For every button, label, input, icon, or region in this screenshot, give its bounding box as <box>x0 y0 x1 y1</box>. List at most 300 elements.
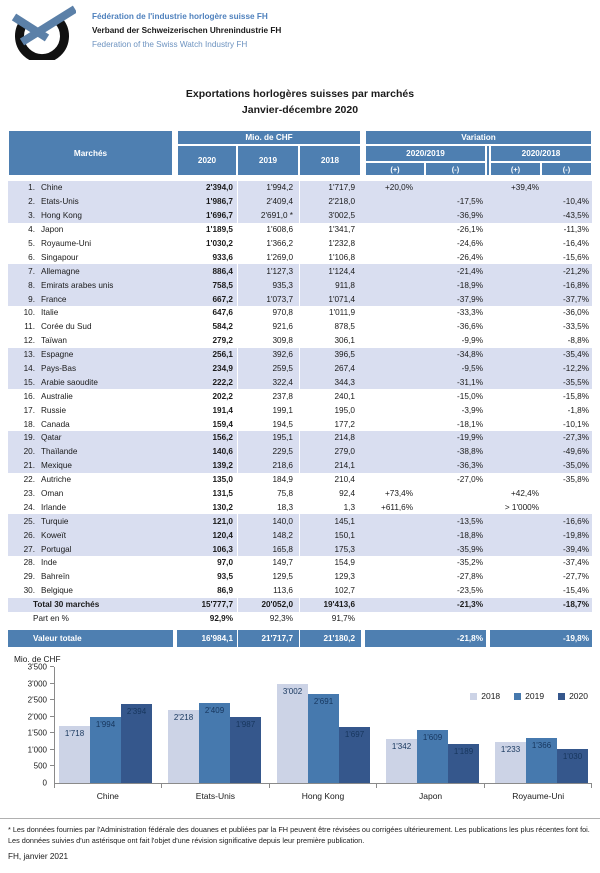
value-2020-cell: 667,2 <box>177 292 237 306</box>
variation-2018-minus-cell: -15,6% <box>563 252 589 262</box>
col-header-plus-2: (+) <box>490 162 541 176</box>
org-name-block <box>92 4 281 52</box>
market-name: Irlande <box>41 502 67 512</box>
x-tick-cell <box>485 784 592 788</box>
col-header-mio-chf: Mio. de CHF <box>177 130 361 145</box>
legend-label: 2019 <box>525 691 545 701</box>
variation-2018-minus-cell: -12,2% <box>541 362 592 376</box>
x-category-label: Etats-Unis <box>195 791 235 801</box>
value-2019-cell: 2'691,0 * <box>237 209 299 223</box>
variation-2018-minus-cell: -18,7% <box>541 598 592 612</box>
value-2019-cell: 199,1 <box>237 403 299 417</box>
value-2020-cell: 16'984,1 <box>177 630 237 647</box>
market-cell <box>8 375 173 389</box>
variation-2019-plus-cell <box>365 584 425 598</box>
table-row <box>8 195 592 209</box>
bar-value-label: 1'189 <box>453 746 474 756</box>
value-2018-cell: 306,1 <box>299 334 361 348</box>
market-cell <box>8 500 173 514</box>
variation-2019-minus-cell: -36,9% <box>425 209 486 223</box>
value-2020-cell: 279,2 <box>212 336 233 346</box>
value-2020-cell: 1'696,7 <box>177 209 237 223</box>
rank-label: 5. <box>28 239 35 248</box>
variation-2019-minus-cell: -37,9% <box>425 292 486 306</box>
value-2020-cell: 92,9% <box>209 614 233 624</box>
table-header <box>8 130 592 176</box>
market-name: Italie <box>41 308 59 318</box>
org-name-en: Federation of the Swiss Watch Industry FH <box>92 39 248 49</box>
value-2018-cell: 1'106,8 <box>299 250 361 264</box>
org-name-de: Verband der Schweizerischen Uhrenindustrie FH <box>92 25 282 35</box>
variation-2019-minus-cell: -35,9% <box>425 542 486 556</box>
value-2020-cell: 1'030,2 <box>206 239 233 248</box>
legend-label: 2020 <box>569 691 588 701</box>
x-category-label: Hong Kong <box>301 791 345 801</box>
value-2018-cell: 129,3 <box>299 570 361 584</box>
variation-2018-plus-cell <box>490 237 541 251</box>
table-row <box>8 278 592 292</box>
variation-2019-minus-cell: -31,1% <box>425 375 486 389</box>
bar-group-japon <box>386 730 479 783</box>
col-header-2019: 2019 <box>237 145 299 176</box>
rank-label: 11. <box>24 322 35 332</box>
value-2019-cell: 18,3 <box>237 500 299 514</box>
market-cell <box>8 195 173 209</box>
y-tick-label: 2'000 <box>27 712 47 722</box>
rank-label: 19. <box>23 433 35 443</box>
bar-value-label: 2'394 <box>126 706 147 716</box>
variation-2018-minus-cell: -16,6% <box>541 514 592 528</box>
variation-2019-minus-cell: -36,3% <box>425 459 486 473</box>
value-2020-cell: 106,3 <box>177 542 237 556</box>
bar-value-label: 1'366 <box>531 740 552 750</box>
variation-2019-plus-cell <box>365 598 425 612</box>
variation-2019-plus-cell <box>365 320 425 334</box>
value-2020-cell: 130,2 <box>212 502 233 512</box>
variation-2019-minus-cell: -21,8% <box>425 630 486 647</box>
rank-label: 4. <box>28 225 35 235</box>
market-cell <box>8 181 173 195</box>
value-2020-cell: 135,0 <box>212 475 233 485</box>
variation-2018-minus-cell: -16,8% <box>541 278 592 292</box>
col-header-2018: 2018 <box>299 145 361 176</box>
market-name: Pays-Bas <box>41 364 77 374</box>
variation-2018-plus-cell <box>490 375 541 389</box>
x-category-label: Japon <box>418 791 443 801</box>
market-name: Corée du Sud <box>41 322 92 332</box>
rank-label: 17. <box>23 405 35 415</box>
value-2018-cell: 1'341,7 <box>299 223 361 237</box>
y-axis <box>8 662 54 788</box>
value-2018-cell: 102,7 <box>299 584 361 598</box>
y-tick-label: 3'500 <box>27 662 47 672</box>
y-tick-label: 3'000 <box>27 679 47 689</box>
table-row <box>8 500 592 514</box>
rank-label: 16. <box>23 391 35 401</box>
x-category-label: Royaume-Uni <box>512 791 565 801</box>
title-line2: Janvier-décembre 2020 <box>241 104 359 117</box>
legend-label: 2018 <box>481 691 501 701</box>
variation-2019-plus-cell <box>365 403 425 417</box>
market-cell <box>8 403 173 417</box>
variation-2018-minus-cell: -10,1% <box>563 419 589 429</box>
market-name: Qatar <box>41 433 62 443</box>
value-2020-cell: 886,4 <box>177 264 237 278</box>
value-2019-cell: 1'994,2 <box>237 181 299 195</box>
variation-2019-plus-cell <box>365 528 425 542</box>
market-cell <box>8 278 173 292</box>
bar-group-etats-unis <box>168 703 261 783</box>
table-row <box>8 528 592 542</box>
variation-2018-minus-cell: -21,2% <box>541 264 592 278</box>
x-tick-cell <box>270 784 377 788</box>
variation-2019-minus-cell: -24,6% <box>457 239 483 248</box>
table-row <box>8 306 592 320</box>
value-2020-cell: 131,5 <box>212 489 233 499</box>
total-row <box>8 598 592 612</box>
variation-2018-plus-cell <box>490 250 541 264</box>
variation-2018-plus-cell <box>490 334 541 348</box>
legend-item-2019 <box>514 691 544 701</box>
variation-2019-minus-cell: -18,1% <box>457 419 483 429</box>
table-row <box>8 445 592 459</box>
value-2019-cell: 20'052,0 <box>237 598 299 612</box>
value-2018-cell: 19'413,6 <box>299 598 361 612</box>
value-2018-cell: 1'011,9 <box>299 306 361 320</box>
value-2018-cell: 1,3 <box>299 500 361 514</box>
variation-2019-plus-cell <box>365 570 425 584</box>
market-name: Mexique <box>41 461 72 471</box>
value-2020-cell: 234,9 <box>177 362 237 376</box>
variation-2018-minus-cell <box>541 487 592 501</box>
value-2019-cell: 2'409,4 <box>237 195 299 209</box>
variation-2018-plus-cell <box>490 570 541 584</box>
market-cell <box>8 514 173 528</box>
value-2018-cell: 92,4 <box>299 487 361 501</box>
letterhead <box>8 4 281 60</box>
table-row <box>8 542 592 556</box>
value-2019-cell: 309,8 <box>237 334 299 348</box>
variation-2018-minus-cell: -49,6% <box>541 445 592 459</box>
market-name: Hong Kong <box>41 211 82 221</box>
value-2019-cell: 195,1 <box>237 431 299 445</box>
fh-logo-icon <box>8 4 76 60</box>
bar-2020 <box>557 749 588 783</box>
value-2020-cell: 120,4 <box>177 528 237 542</box>
col-header-marches: Marchés <box>8 130 173 176</box>
value-2018-cell: 145,1 <box>299 514 361 528</box>
variation-2018-plus-cell <box>490 223 541 237</box>
variation-2018-minus-cell <box>541 500 592 514</box>
variation-2019-plus-cell <box>365 209 425 223</box>
value-2020-cell: 156,2 <box>177 431 237 445</box>
market-name: Belgique <box>41 586 73 596</box>
rank-label: 6. <box>28 252 35 262</box>
bar-2019 <box>417 730 448 783</box>
variation-2018-plus-cell: +42,4% <box>511 489 539 499</box>
variation-2019-minus-cell: -18,8% <box>425 528 486 542</box>
rank-label: 26. <box>23 530 35 540</box>
table-row <box>8 237 592 251</box>
legend-swatch-icon <box>514 693 521 700</box>
variation-2019-plus-cell <box>365 348 425 362</box>
value-2018-cell: 177,2 <box>299 417 361 431</box>
variation-2018-minus-cell: -19,8% <box>541 630 592 647</box>
rank-label: 30. <box>23 586 35 596</box>
rank-label: 23. <box>23 489 35 499</box>
variation-2018-plus-cell <box>490 514 541 528</box>
plot-area <box>54 667 592 784</box>
variation-2019-minus-cell <box>425 612 486 626</box>
market-name: Russie <box>41 405 67 415</box>
value-2018-cell: 1'232,8 <box>299 237 361 251</box>
x-axis-ticks <box>54 784 592 788</box>
variation-2018-minus-cell: -1,8% <box>567 405 589 415</box>
variation-2018-minus-cell: -8,8% <box>567 336 589 346</box>
variation-2019-plus-cell <box>365 292 425 306</box>
table-body <box>8 181 592 647</box>
market-name: Chine <box>41 183 63 193</box>
value-2018-cell: 150,1 <box>299 528 361 542</box>
bar-value-label: 1'030 <box>562 751 583 761</box>
variation-2018-plus-cell <box>490 278 541 292</box>
market-cell <box>8 598 173 612</box>
value-2019-cell: 218,6 <box>237 459 299 473</box>
row-label: Valeur totale <box>33 633 82 643</box>
variation-2019-minus-cell <box>425 487 486 501</box>
variation-2019-minus-cell: -26,1% <box>457 225 483 235</box>
market-cell <box>8 556 173 570</box>
bar-value-label: 2'409 <box>204 706 225 716</box>
variation-2019-plus-cell <box>365 542 425 556</box>
variation-2018-plus-cell <box>490 473 541 487</box>
x-tick-cell <box>377 784 484 788</box>
rank-label: 27. <box>23 544 35 554</box>
variation-2018-minus-cell: -11,3% <box>563 225 589 235</box>
col-header-minus-2: (-) <box>541 162 592 176</box>
variation-2018-plus-cell <box>490 403 541 417</box>
variation-2018-minus-cell: -37,4% <box>563 558 589 568</box>
value-2018-cell: 210,4 <box>299 473 361 487</box>
value-2018-cell: 279,0 <box>299 445 361 459</box>
value-2018-cell: 195,0 <box>299 403 361 417</box>
value-2020-cell: 1'189,5 <box>206 225 233 235</box>
variation-2019-plus-cell <box>365 278 425 292</box>
variation-2019-plus-cell <box>365 431 425 445</box>
bar-value-label: 3'002 <box>282 686 303 696</box>
value-2018-cell: 344,3 <box>299 375 361 389</box>
variation-2018-plus-cell <box>490 306 541 320</box>
market-cell <box>8 542 173 556</box>
variation-2018-minus-cell: -43,5% <box>541 209 592 223</box>
market-cell <box>8 362 173 376</box>
variation-2018-plus-cell <box>490 209 541 223</box>
value-2019-cell: 970,8 <box>237 306 299 320</box>
market-cell <box>8 570 173 584</box>
variation-2018-minus-cell: -35,4% <box>541 348 592 362</box>
value-2019-cell: 935,3 <box>237 278 299 292</box>
value-2019-cell: 140,0 <box>237 514 299 528</box>
value-2019-cell: 165,8 <box>237 542 299 556</box>
title-line1: Exportations horlogères suisses par marchés <box>185 88 415 100</box>
variation-2018-plus-cell <box>490 417 541 431</box>
table-row <box>8 514 592 528</box>
variation-2018-plus-cell <box>490 195 541 209</box>
variation-2018-minus-cell: -39,4% <box>541 542 592 556</box>
variation-2019-plus-cell <box>365 630 425 647</box>
table-row <box>8 487 592 501</box>
value-2018-cell: 91,7% <box>299 612 361 626</box>
y-tick-label: 1'500 <box>27 728 47 738</box>
table-row <box>8 209 592 223</box>
market-name: Allemagne <box>41 266 80 276</box>
variation-2019-minus-cell: -9,9% <box>461 336 483 346</box>
value-2018-cell: 1'071,4 <box>299 292 361 306</box>
rank-label: 24. <box>23 502 35 512</box>
bar-value-label: 1'718 <box>64 729 85 739</box>
rank-label: 12. <box>23 336 35 346</box>
variation-2018-plus-cell <box>490 292 541 306</box>
variation-2019-plus-cell <box>365 334 425 348</box>
bar-value-label: 1'994 <box>95 719 116 729</box>
rank-label: 14. <box>23 364 35 374</box>
col-header-plus-1: (+) <box>365 162 425 176</box>
market-cell <box>8 417 173 431</box>
market-cell <box>8 223 173 237</box>
grand-total-row <box>8 630 592 647</box>
market-cell <box>8 348 173 362</box>
market-cell <box>8 445 173 459</box>
table-row <box>8 584 592 598</box>
table-row <box>8 320 592 334</box>
y-axis-title: Mio. de CHF <box>14 654 61 664</box>
col-header-minus-1: (-) <box>425 162 486 176</box>
variation-2019-plus-cell <box>365 237 425 251</box>
bar-2019 <box>90 717 121 783</box>
variation-2019-plus-cell <box>365 612 425 626</box>
market-name: Royaume-Uni <box>41 239 92 248</box>
variation-2018-minus-cell: -19,8% <box>541 528 592 542</box>
variation-2019-plus-cell <box>365 306 425 320</box>
col-header-2020-2018: 2020/2018 <box>490 145 592 162</box>
legend-swatch-icon <box>558 693 565 700</box>
rank-label: 7. <box>28 266 35 276</box>
value-2019-cell: 1'127,3 <box>237 264 299 278</box>
rank-label: 22. <box>23 475 35 485</box>
row-label: Part en % <box>33 614 69 624</box>
market-cell <box>8 389 173 403</box>
table-row <box>8 431 592 445</box>
variation-2019-minus-cell: -17,5% <box>425 195 486 209</box>
bar-2018 <box>386 739 417 784</box>
market-name: Thaïlande <box>41 447 78 457</box>
document-footer: FH, janvier 2021 <box>8 852 69 861</box>
value-2019-cell: 322,4 <box>237 375 299 389</box>
bar-2018 <box>168 710 199 784</box>
market-cell <box>8 630 173 647</box>
variation-2018-plus-cell <box>490 584 541 598</box>
col-header-2020-2019: 2020/2019 <box>365 145 486 162</box>
variation-2019-minus-cell: -19,9% <box>425 431 486 445</box>
variation-2018-minus-cell <box>541 612 592 626</box>
table-row <box>8 334 592 348</box>
value-2020-cell: 140,6 <box>177 445 237 459</box>
variation-2019-plus-cell: +73,4% <box>385 489 413 499</box>
market-cell <box>8 264 173 278</box>
variation-2018-plus-cell <box>490 630 541 647</box>
variation-2018-plus-cell <box>490 389 541 403</box>
variation-2019-plus-cell <box>365 195 425 209</box>
value-2020-cell: 2'394,0 <box>177 181 237 195</box>
org-name-fr: Fédération de l'industrie horlogère suisse FH <box>92 12 268 21</box>
variation-2018-plus-cell <box>490 528 541 542</box>
variation-2019-plus-cell <box>365 375 425 389</box>
exports-table <box>8 130 592 647</box>
table-row <box>8 292 592 306</box>
value-2018-cell: 154,9 <box>299 556 361 570</box>
table-row <box>8 403 592 417</box>
variation-2019-plus-cell <box>365 223 425 237</box>
market-name: Inde <box>41 558 57 568</box>
x-category-label: Chine <box>96 791 119 801</box>
variation-2018-minus-cell: -35,5% <box>541 375 592 389</box>
col-header-2020: 2020 <box>177 145 237 176</box>
value-2019-cell: 259,5 <box>237 362 299 376</box>
variation-2018-plus-cell <box>490 612 541 626</box>
bar-value-label: 1'342 <box>391 741 412 751</box>
value-2019-cell: 129,5 <box>237 570 299 584</box>
variation-2018-minus-cell: -15,4% <box>563 586 589 596</box>
rank-label: 15. <box>23 377 35 387</box>
value-2020-cell: 86,9 <box>217 586 233 596</box>
table-row <box>8 375 592 389</box>
variation-2018-minus-cell: -15,8% <box>563 391 589 401</box>
value-2018-cell: 21'180,2 <box>299 630 361 647</box>
value-2018-cell: 214,8 <box>299 431 361 445</box>
market-cell <box>8 584 173 598</box>
variation-2019-minus-cell: -35,2% <box>457 558 483 568</box>
value-2019-cell: 229,5 <box>237 445 299 459</box>
rank-label: 18. <box>23 419 35 429</box>
value-2020-cell: 647,6 <box>212 308 233 318</box>
value-2018-cell: 214,1 <box>299 459 361 473</box>
variation-2018-minus-cell: -35,0% <box>541 459 592 473</box>
col-header-variation: Variation <box>365 130 592 145</box>
chart-legend <box>470 691 588 701</box>
value-2020-cell: 93,5 <box>217 572 233 582</box>
variation-2019-plus-cell <box>365 445 425 459</box>
bar-2020 <box>448 744 479 783</box>
variation-2019-minus-cell: -26,4% <box>457 252 483 262</box>
variation-2019-plus-cell <box>365 473 425 487</box>
variation-2019-minus-cell: -23,5% <box>457 586 483 596</box>
value-2019-cell: 113,6 <box>237 584 299 598</box>
market-cell <box>8 431 173 445</box>
bar-2019 <box>199 703 230 783</box>
value-2018-cell: 1'717,9 <box>299 181 361 195</box>
market-cell <box>8 334 173 348</box>
variation-2018-plus-cell: > 1'000% <box>504 502 539 512</box>
variation-2018-minus-cell <box>541 181 592 195</box>
variation-2018-plus-cell <box>490 598 541 612</box>
variation-2019-minus-cell: -21,4% <box>425 264 486 278</box>
table-row <box>8 362 592 376</box>
variation-2019-plus-cell <box>365 556 425 570</box>
bar-value-label: 2'218 <box>173 712 194 722</box>
value-2020-cell: 933,6 <box>212 252 233 262</box>
market-name: Taïwan <box>41 336 67 346</box>
bar-group-royaume-uni <box>495 738 588 783</box>
